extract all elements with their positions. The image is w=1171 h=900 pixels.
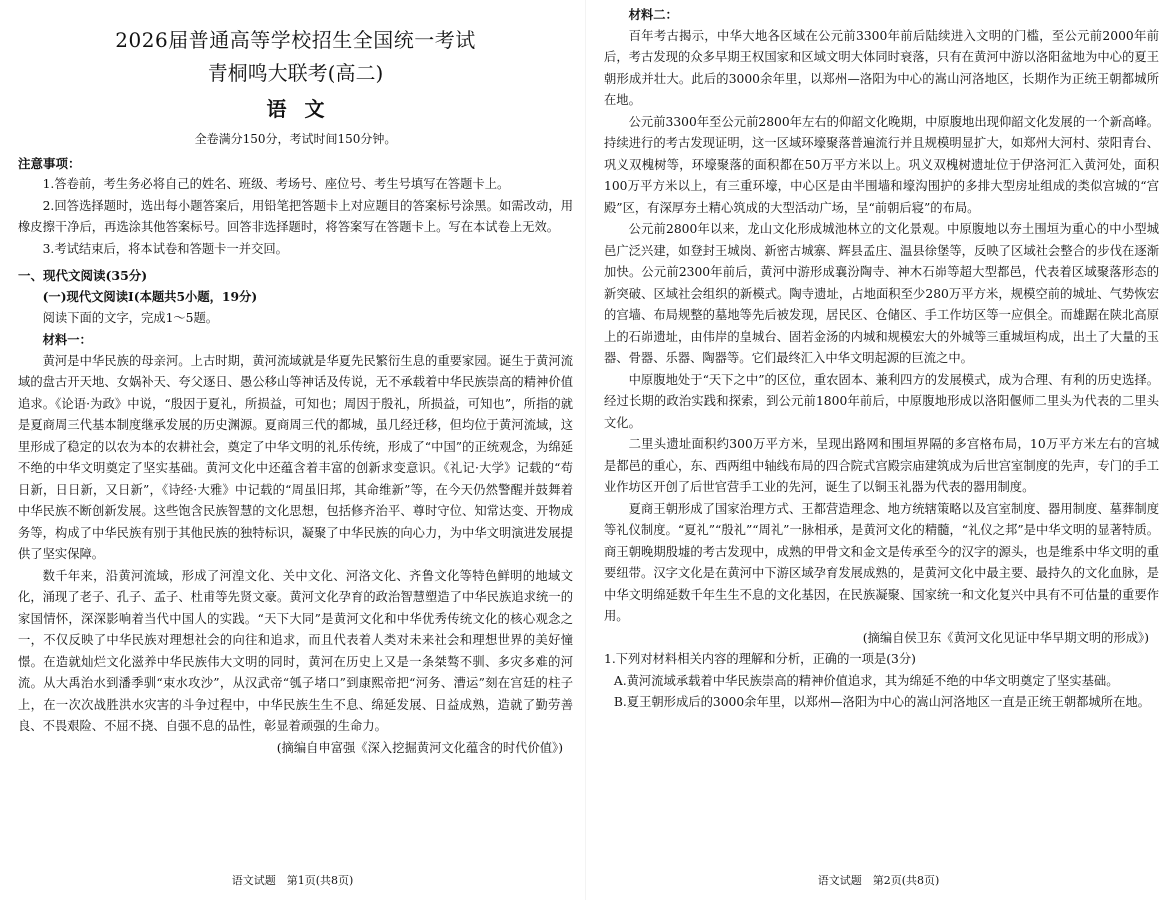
exam-info: 全卷满分150分，考试时间150分钟。 <box>194 132 397 146</box>
exam-title: 2026届普通高等学校招生全国统一考试 <box>115 28 476 52</box>
notice-item-3: 3.考试结束后，将本试卷和答题卡一并交回。 <box>42 241 288 256</box>
notice-item-2: 2.回答选择题时，选出每小题答案后，用铅笔把答题卡上对应题目的答案标号涂黑。如需改动，用橡皮擦干净后，再选涂其他答案标号。回答非选择题时，将答案写在答题卡上。写在本试卷上无效。 <box>18 198 573 234</box>
page-2-content <box>604 4 1159 714</box>
material-2-paragraph-3: 公元前2800年以来，龙山文化形成城池林立的文化景观。中原腹地以夯土围垣为重心的中小型城邑广泛兴建，如登封王城岗、新密古城寨、辉县孟庄、温县徐堡等，反映了区域社会整合的步伐在逐渐加快。公元前2300年前后，黄河中游形成襄汾陶寺、神木石峁等超大型都邑，代表着区域聚落形态的新突破、区域社会组织的新模式。陶寺遗址，占地面积至少280万平方米，规模空前的城址、气势恢宏的宫墙、布局规整的墓地等先后被发现，居民区、仓储区、手工作坊区等一应俱全。而雄踞在陕北高原上的石峁遗址，由伟岸的皇城台、固若金汤的内城和规模宏大的外城等三重城垣构成，出土了大量的玉器、骨器、乐器、陶器等。它们最终汇入中华文明起源的巨流之中。 <box>604 222 1159 365</box>
page-2-footer: 语文试题 第2页(共8页) <box>817 874 940 887</box>
exam-subtitle: 青桐鸣大联考(高二) <box>207 61 384 85</box>
notice-heading: 注意事项： <box>18 156 81 171</box>
notice-item-1: 1.答卷前，考生务必将自己的姓名、班级、考场号、座位号、考生号填写在答题卡上。 <box>42 177 510 191</box>
question-1-option-a: A.黄河流域承载着中华民族崇高的精神价值追求，其为绵延不绝的中华文明奠定了坚实基础。 <box>613 673 1119 688</box>
material-1-paragraph-1: 黄河是中华民族的母亲河。上古时期，黄河流域就是华夏先民繁衍生息的重要家园。诞生于黄河流域的盘古开天地、女娲补天、夸父逐日、愚公移山等神话及传说，无不承载着中华民族崇高的精神价值追求。《论语·为政》中说，“殷因于夏礼，所损益，可知也；周因于殷礼，所损益，可知也”，所指的就是夏商周三代基本制度继承发展的历史渊源。夏商周三代的都城，虽几经迁移，但均位于黄河流域，这里形成了稳定的以农为本的农耕社会，奠定了中华文明的礼乐传统，形成了“中国”的正统观念，为绵延不绝的中华文明奠定了坚实基础。黄河文化中还蕴含着丰富的创新求变意识。《礼记·大学》记载的“苟日新，日日新，又日新”，《诗经·大雅》中记载的“周虽旧邦，其命维新”等，在今天仍然警醒并鼓舞着中华民族不断创新发展。这些饱含民族智慧的文化思想，包括修齐治平、尊时守位、知常达变、开物成务等，构成了中华民族有别于其他民族的独特标识，凝聚了中华民族的向心力，为中华文明演进发展提供了坚实保障。 <box>18 353 573 561</box>
subject-title: 语文 <box>266 97 343 121</box>
question-1: 1.下列对材料相关内容的理解和分析，正确的一项是(3分) <box>604 652 916 666</box>
page-1-footer: 语文试题 第1页(共8页) <box>231 874 354 887</box>
material-2-paragraph-1: 百年考古揭示，中华大地各区域在公元前3300年前后陆续进入文明的门槛，至公元前2000年前后，考古发现的众多早期王权国家和区域文明大体同时衰落，只有在黄河中游以洛阳盆地为中心的夏王朝形成并壮大。此后的3000余年里，以郑州—洛阳为中心的嵩山河洛地区，长期作为正统王朝都城所在地。 <box>604 28 1159 107</box>
material-2-paragraph-6: 夏商王朝形成了国家治理方式、王都营造理念、地方统辖策略以及宫室制度、器用制度、墓葬制度等礼仪制度。“夏礼”“殷礼”“周礼”一脉相承，是黄河文化的精髓，“礼仪之邦”是中华文明的显著特质。商王朝晚期殷墟的考古发现中，成熟的甲骨文和金文是传承至今的汉字的源头，也是维系中华文明的重要纽带。汉字文化是在黄河中下游区域孕育发展成熟的，是黄河文化中最主要、最持久的文化血脉，是中华文明绵延数千年生生不息的文化基因，在民族凝聚、国家统一和文化复兴中具有不可估量的重要作用。 <box>604 501 1159 623</box>
material-1-paragraph-2: 数千年来，沿黄河流域，形成了河湟文化、关中文化、河洛文化、齐鲁文化等特色鲜明的地域文化，涌现了老子、孔子、孟子、杜甫等先贤文豪。黄河文化孕育的政治智慧塑造了中华民族追求统一的家国情怀，深深影响着当代中国人的实践。“天下大同”是黄河文化和中华优秀传统文化的核心观念之一，不仅反映了中华民族对理想社会的向往和追求，而且代表着人类对未来社会和理想世界的美好憧憬。在造就灿烂文化滋养中华民族伟大文明的同时，黄河在历史上又是一条桀骜不驯、多灾多难的河流。从大禹治水到潘季驯“束水攻沙”，从汉武帝“瓠子堵口”到康熙帝把“河务、漕运”刻在宫廷的柱子上，在一次次战胜洪水灾害的斗争过程中，中华民族生生不息、绵延发展、日益成熟，造就了勤劳善良、不畏艰险、不屈不挠、自强不息的品性，彰显着顽强的生命力。 <box>18 568 573 733</box>
material-2-label: 材料二： <box>628 7 678 22</box>
question-1-option-b: B.夏王朝形成后的3000余年里，以郑州—洛阳为中心的嵩山河洛地区一直是正统王朝都城所在地。 <box>613 695 1150 709</box>
material-2-paragraph-2: 公元前3300年至公元前2800年左右的仰韶文化晚期，中原腹地出现仰韶文化发展的一个新高峰。持续进行的考古发现证明，这一区域环壕聚落普遍流行并且规模明显扩大，如郑州大河村、荥阳青台、巩义双槐树等，环壕聚落的面积都在50万平方米以上。巩义双槐树遗址位于伊洛河汇入黄河处，面积100万平方米以上，有三重环壕，中心区是由半围墙和壕沟围护的多排大型房址组成的类似宫城的“宫殿”区，有深厚夯土精心筑成的大型活动广场，呈“前朝后寝”的布局。 <box>604 114 1159 215</box>
material-1-label: 材料一： <box>42 332 92 347</box>
exam-page-2 <box>586 0 1171 900</box>
page-1-content <box>18 10 573 759</box>
material-2-paragraph-4: 中原腹地处于“天下之中”的区位，重农固本、兼利四方的发展模式，成为合理、有利的历史选择。经过长期的政治实践和探索，到公元前1800年前后，中原腹地形成以洛阳偃师二里头为代表的二里头文化。 <box>604 372 1159 430</box>
subsection-heading: (一)现代文阅读Ⅰ(本题共5小题，19分) <box>42 289 258 304</box>
exam-page-1 <box>0 0 585 900</box>
material-2-paragraph-5: 二里头遗址面积约300万平方米，呈现出路网和围垣界隔的多宫格布局，10万平方米左右的宫城是都邑的重心，东、西两组中轴线布局的四合院式宫殿宗庙建筑成为后世宫室制度的先声，专门的手工业作坊区开创了后世官营手工业的先河，诞生了以铜玉礼器为代表的器用制度。 <box>604 437 1159 494</box>
section-heading: 一、现代文阅读(35分) <box>18 268 148 283</box>
material-2-source: (摘编自侯卫东《黄河文化见证中华早期文明的形成》) <box>862 630 1149 645</box>
material-1-source: (摘编自申富强《深入挖掘黄河文化蕴含的时代价值》) <box>276 740 563 755</box>
reading-instruction: 阅读下面的文字，完成1～5题。 <box>42 310 219 325</box>
